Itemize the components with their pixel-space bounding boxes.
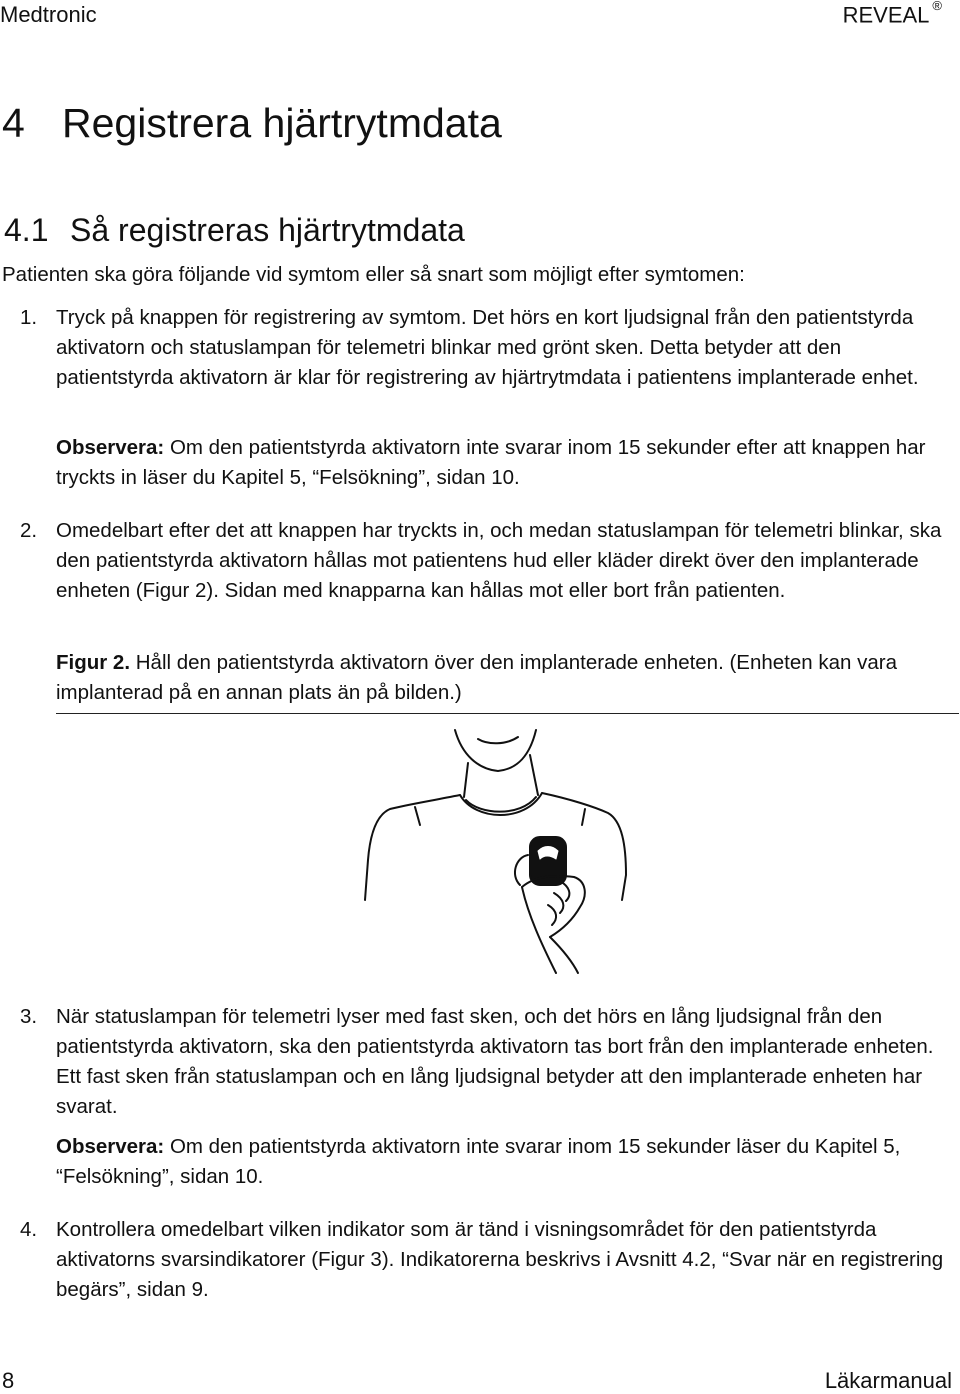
step-number: 4. <box>20 1218 38 1241</box>
figure-caption-text: Håll den patientstyrda aktivatorn över den implanterade enheten. (Enheten kan vara implanterad på en annan plats än på bilden.) <box>56 651 898 704</box>
intro-paragraph: Patienten ska göra följande vid symtom eller så snart som möjligt efter symtomen: <box>2 263 745 286</box>
shirt-seam-left <box>415 807 420 825</box>
note-text: Om den patientstyrda aktivatorn inte svarar inom 15 sekunder efter att knappen har tryckts in läser du Kapitel 5, “Felsökning”, sidan 10. <box>56 436 926 489</box>
chapter-title: Registrera hjärtrytmdata <box>62 100 502 146</box>
step-number: 3. <box>20 1005 38 1028</box>
activator-device <box>530 837 566 885</box>
step-item <box>0 1002 955 1122</box>
chapter-heading <box>2 100 502 147</box>
finger-2 <box>554 893 563 913</box>
thumb <box>515 855 528 885</box>
note-label: Observera: <box>56 1135 165 1158</box>
figure-label: Figur 2. <box>56 651 131 674</box>
forearm-bottom <box>522 887 556 973</box>
note-label: Observera: <box>56 436 165 459</box>
left-shoulder <box>365 795 460 900</box>
note <box>56 433 956 493</box>
step-item <box>0 303 955 393</box>
neck-right <box>530 755 538 795</box>
header-product <box>843 2 942 28</box>
mouth-line <box>478 737 518 743</box>
note-text: Om den patientstyrda aktivatorn inte svarar inom 15 sekunder läser du Kapitel 5, “Felsökning”, sidan 10. <box>56 1135 901 1188</box>
neck-left <box>464 763 468 797</box>
finger-3 <box>548 905 556 925</box>
section-title: Så registreras hjärtrytmdata <box>70 212 465 248</box>
page-number: 8 <box>2 1368 15 1393</box>
section-heading <box>4 212 465 249</box>
header-brand: Medtronic <box>0 2 97 27</box>
step-number: 1. <box>20 306 38 329</box>
chapter-number: 4 <box>2 100 25 146</box>
product-name: REVEAL <box>842 2 930 28</box>
shirt-seam-right <box>582 809 585 825</box>
step-item <box>0 516 955 606</box>
figure-divider <box>56 713 959 714</box>
section-number: 4.1 <box>4 212 49 248</box>
registered-mark: ® <box>932 0 942 13</box>
step-text: Tryck på knappen för registrering av symtom. Det hörs en kort ljudsignal från den patientstyrda aktivatorn och statuslampan för telemetri blinkar med grönt sken. Detta betyder att den patientstyrda aktivatorn är klar för registrering av hjärtrytmdata i patientens implanterade enhet. <box>56 306 919 389</box>
step-text: Kontrollera omedelbart vilken indikator som är tänd i visningsområdet för den patientstyrda aktivatorns svarsindikatorer (Figur 3). Indikatorerna beskrivs i Avsnitt 4.2, “Svar när en registrering begärs”, sidan 9. <box>56 1218 944 1301</box>
step-number: 2. <box>20 519 38 542</box>
note <box>56 1132 956 1192</box>
figure-caption <box>56 648 956 708</box>
step-text: Omedelbart efter det att knappen har tryckts in, och medan statuslampan för telemetri blinkar, ska den patientstyrda aktivatorn hållas mot patientens hud eller kläder direkt över den implanterade enheten (Figur 2). Sidan med knapparna kan hållas mot eller bort från patienten. <box>56 519 942 602</box>
footer-manual-title: Läkarmanual <box>824 1368 952 1393</box>
patient-holding-activator-illustration <box>360 725 630 975</box>
step-text: När statuslampan för telemetri lyser med fast sken, och det hörs en lång ljudsignal från den patientstyrda aktivatorn, ska den patientstyrda aktivatorn tas bort från den implanterade enheten. Ett fast sken från statuslampan och en lång ljudsignal betyder att den implanterade enheten har svarat. <box>56 1005 934 1118</box>
step-item <box>0 1215 955 1305</box>
